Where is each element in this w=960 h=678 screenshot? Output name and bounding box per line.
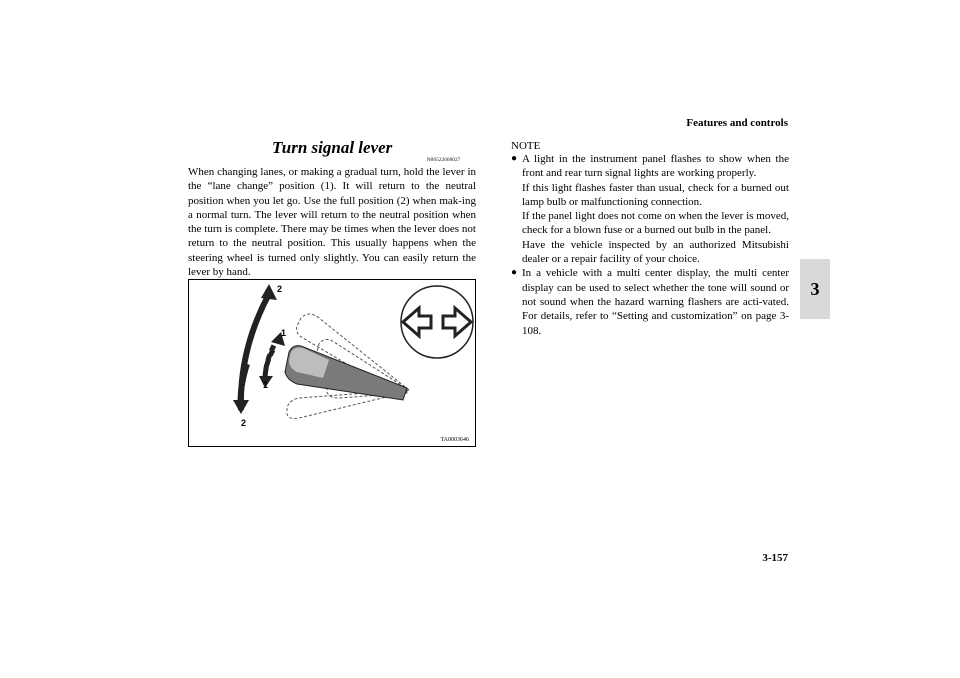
label-position-1-down: 1 (263, 380, 269, 390)
section-body: When changing lanes, or making a gradual turn, hold the lever in the “lane change” position (1). It will return to the neutral position when you let go. Use the full position (2) when mak-ing a normal turn. The lever will return to the neutral position when the turn is complete. There may be times when the lever does not return to the neutral position. This usually happens when the steering wheel is turned only slightly. You can easily return the lever by hand. (188, 166, 476, 279)
note-bullets (511, 152, 789, 338)
note-paragraph: A light in the instrument panel flashes to show when the front and rear turn signal lights are working properly. (522, 153, 789, 180)
note-bullet (511, 266, 789, 337)
label-position-2-down: 2 (241, 418, 247, 428)
bullet-icon: ● (511, 153, 518, 164)
note-label: NOTE (511, 140, 541, 152)
lever-shape (285, 346, 407, 400)
turn-signal-lever-illustration (189, 280, 477, 448)
label-position-2-up: 2 (277, 284, 283, 294)
note-bullet (511, 152, 789, 266)
turn-signal-figure (188, 279, 476, 447)
chapter-tab: 3 (800, 259, 830, 319)
section-code: N00522600027 (427, 158, 461, 163)
running-header: Features and controls (686, 117, 788, 129)
right-arrow-icon (443, 308, 471, 336)
left-arrow-icon (403, 308, 431, 336)
note-paragraph: In a vehicle with a multi center display, the multi center display can be used to select whether the tone will sound or not sound when the hazard warning flashers are acti-vated. For details, refer to “Setting and customization” on page 3-108. (522, 267, 789, 337)
note-paragraph: Have the vehicle inspected by an authorized Mitsubishi dealer or a repair facility of your choice. (522, 238, 789, 266)
figure-id: TA0003646 (440, 437, 469, 443)
note-paragraph: If this light flashes faster than usual, check for a burned out lamp bulb or malfunctioning connection. (522, 181, 789, 208)
bullet-icon: ● (511, 267, 518, 279)
page-number: 3-157 (762, 552, 788, 564)
note-paragraph: If the panel light does not come on when the lever is moved, check for a blown fuse or a burned out bulb in the panel. (522, 210, 789, 237)
label-position-1-up: 1 (281, 328, 287, 338)
section-title: Turn signal lever (272, 138, 393, 157)
